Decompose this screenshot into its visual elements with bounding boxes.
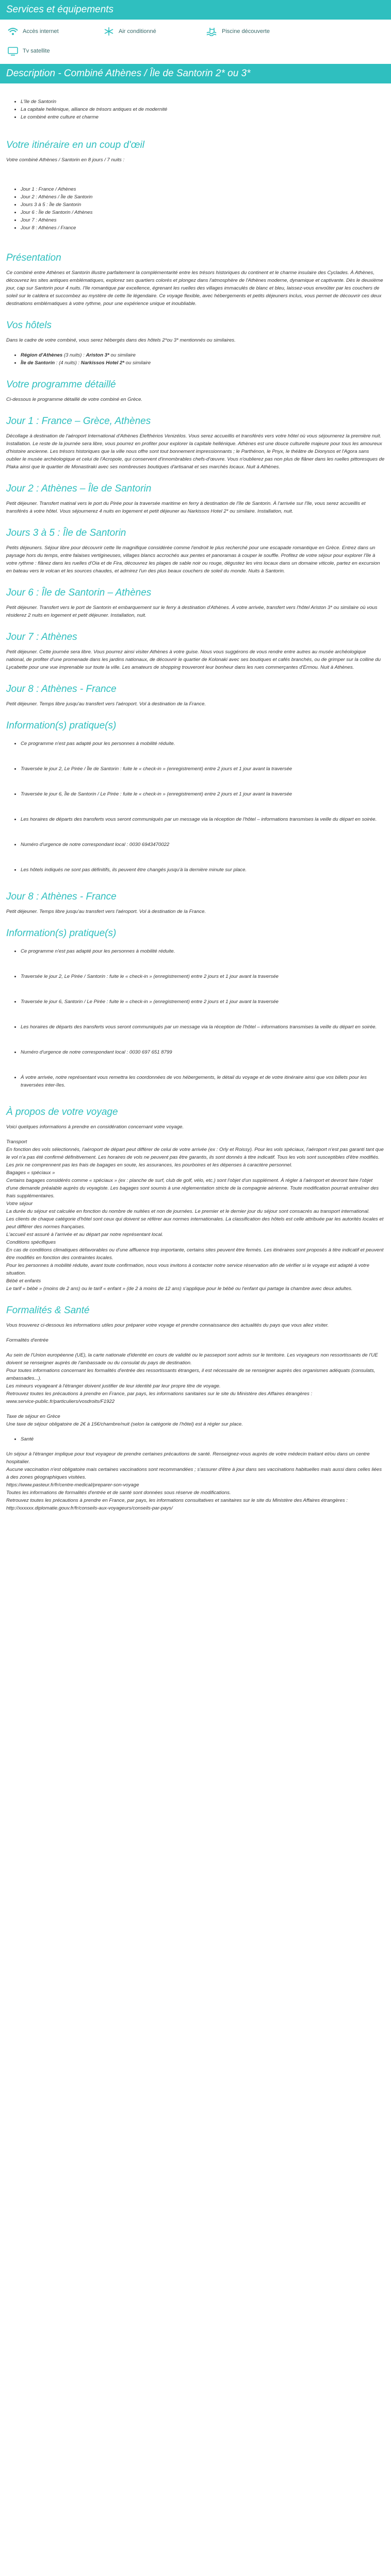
list-item: • Traversée le jour 6, Île de Santorin / Le Pirée : fuite le « check-in » (enregistrement) entre 2 jours et 1 jour avant la traversée (21, 790, 385, 798)
practical-info-title: Information(s) pratique(s) (6, 720, 117, 731)
tv-icon (7, 46, 19, 56)
day-1 (6, 416, 385, 471)
program-intro: Ci-dessous le programme détaillé de votre combiné en Grèce. (6, 397, 142, 402)
list-item: • À votre arrivée, notre représentant vous remettra les coordonnées de vos hébergements, le détail du voyage et de votre itinéraire ainsi que vos billets pour les traversées inter-îles. (21, 1074, 385, 1089)
list-item: • Santé (21, 1435, 385, 1443)
description-section (6, 98, 385, 121)
about-paragraph: Certains bagages considérés comme « spéciaux » (ex : planche de surf, club de golf, vélo, etc.) sont l'objet d'un supplément. À régler à l'aéroport et devront faire l'objet d'une demande préalable auprès du voyagiste. Les bagages sont soumis à une réglementation stricte de la compagnie aérienne. Toute modification pourrait entraîner des frais supplémentaires. (6, 1178, 379, 1199)
description-band: Description - Combiné Athènes / Île de Santorin 2* ou 3* (0, 64, 391, 83)
health-paragraph: Au sein de l'Union européenne (UE), la carte nationale d'identité en cours de validité ou le passeport sont admis sur le territoire. Les voyageurs non ressortissants de l'UE doivent se renseigner auprès de l'ambassade ou du consulat du pays de destination. (6, 1352, 378, 1366)
health-paragraph: Vous trouverez ci-dessous les informations utiles pour préparer votre voyage et prendre connaissance des actualités du pays que vous allez visiter. (6, 1323, 329, 1328)
practical-info-list (6, 947, 385, 1089)
practical-info-1 (6, 720, 385, 874)
pool-icon (206, 27, 218, 36)
health-link[interactable]: www.service-public.fr/particuliers/vosdroits/F1922 (6, 1399, 115, 1404)
health-link[interactable]: http://xxxxxx.diplomatie.gouv.fr/fr/conseils-aux-voyageurs/conseils-par-pays/ (6, 1505, 173, 1511)
hotel-suffix: ou similaire (109, 352, 136, 358)
service-pool (206, 27, 270, 36)
list-item: • Ce programme n'est pas adapté pour les personnes à mobilité réduite. (21, 947, 385, 955)
service-label: Tv satellite (23, 48, 50, 54)
services-list (0, 20, 391, 64)
itinerary-days (6, 185, 385, 232)
list-item: • Le combiné entre culture et charme (21, 113, 385, 121)
list-item: • La capitale hellénique, alliance de trésors antiques et de modernité (21, 106, 385, 113)
about-title: À propos de votre voyage (6, 1107, 118, 1117)
day-3-5 (6, 528, 385, 575)
list-item: • Les horaires de départs des transferts vous seront communiqués par un message via la réception de l'hôtel – informations transmises la veille du départ en soirée. (21, 816, 385, 823)
health-paragraph: Les mineurs voyageant à l'étranger doivent justifier de leur identité par leur propre titre de voyage. (6, 1383, 221, 1389)
health-title: Formalités & Santé (6, 1305, 90, 1316)
hotels-title: Vos hôtels (6, 320, 52, 331)
hotel-name: Ariston 3* (86, 352, 109, 358)
about-paragraph: Bagages « spéciaux » (6, 1170, 55, 1176)
list-item: • Numéro d'urgence de notre correspondant local : 0030 6943470022 (21, 841, 385, 849)
day-text: Petits déjeuners. Séjour libre pour découvrir cette île magnifique considérée comme l'endroit le plus recherché pour une escapade romantique en Grèce. Entrez dans un paysage hors du temps, entre falaises vertigineuses, villages blancs accrochés aux pentes et panoramas à couper le souffle. Profitez de votre séjour pour explorer l'île à votre rythme : flânez dans les ruelles d'Oia et de Fira, découvrez les plages de sable noir ou rouge, dégustez les vins locaux dans un domaine viticole, partez en excursion en bateau vers le volcan et les sources chaudes, et admirez l'un des plus beaux couchers de soleil du monde. Nuits à Santorin. (6, 545, 380, 574)
about-paragraph: En fonction des vols sélectionnés, l'aéroport de départ peut différer de celui de votre arrivée (ex : Orly et Roissy). Pour les vols spéciaux, l'aéroport n'est pas garanti tant que le vol n'a pas été confirmé définitivement. Les horaires de vols ne peuvent pas être garantis, ils sont donnés à titre indicatif. Tous les vols sont susceptibles d'être modifiés. (6, 1147, 384, 1160)
health-paragraph: Un séjour à l'étranger implique pour tout voyageur de prendre certaines précautions de santé. Renseignez-vous auprès de votre médecin traitant et/ou dans un centre hospitalier. (6, 1451, 370, 1465)
list-item: • L'île de Santorin (21, 98, 385, 106)
day-text: Petit déjeuner. Temps libre jusqu'au transfert vers l'aéroport. Vol à destination de la France. (6, 909, 206, 914)
hotel-region: Île de Santorin (21, 360, 55, 366)
day-7 (6, 632, 385, 671)
health-link[interactable]: https://www.pasteur.fr/fr/centre-medical/preparer-son-voyage (6, 1482, 139, 1488)
itinerary-intro: Votre combiné Athènes / Santorin en 8 jours / 7 nuits : (6, 157, 125, 163)
health-paragraph: Formalités d'entrée (6, 1337, 48, 1343)
health-paragraph: Aucune vaccination n'est obligatoire mais certaines vaccinations sont recommandées ; s'assurer d'être à jour dans ses vaccinations habituelles mais aussi dans celles liées à des zones géographiques visitées. (6, 1467, 382, 1480)
list-item: • Jour 6 : Île de Santorin / Athènes (21, 209, 385, 216)
day-title: Jour 8 : Athènes - France (6, 684, 117, 694)
health-paragraph: Retrouvez toutes les précautions à prendre en France, par pays, les informations sanitaires sur le site du Ministère des Affaires étrangères : (6, 1391, 313, 1397)
day-title: Jour 1 : France – Grèce, Athènes (6, 416, 151, 427)
day-title: Jours 3 à 5 : Île de Santorin (6, 528, 126, 538)
practical-info-list (6, 740, 385, 874)
list-item: • Traversée le jour 6, Santorin / Le Pirée : fuite le « check-in » (enregistrement) entre 2 jours et 1 jour avant la traversée (21, 998, 385, 1006)
list-item: • Jour 7 : Athènes (21, 216, 385, 224)
list-item: • Traversée le jour 2, Le Pirée / Santorin : fuite le « check-in » (enregistrement) entre 2 jours et 1 jour avant la traversée (21, 973, 385, 980)
about-paragraph: En cas de conditions climatiques défavorables ou d'une affluence trop importante, certains sites peuvent être fermés. Les itinéraires sont proposés à titre indicatif et peuvent être modifiés en fonction des contraintes locales. (6, 1247, 384, 1261)
snowflake-icon (103, 27, 115, 36)
service-label: Accès internet (23, 28, 59, 35)
hotels-section (6, 320, 385, 367)
about-paragraph: Les clients de chaque catégorie d'hôtel sont ceux qui doivent se référer aux normes internationales. La classification des hôtels est celle attribuée par les autorités locales et peut différer des normes françaises. (6, 1216, 384, 1230)
about-paragraph: Voici quelques informations à prendre en considération concernant votre voyage. (6, 1124, 184, 1130)
service-tv (7, 46, 50, 56)
about-paragraph: Conditions spécifiques (6, 1240, 56, 1245)
about-paragraph: Le tarif « bébé » (moins de 2 ans) ou le tarif « enfant » (de 2 à moins de 12 ans) s'applique pour le bébé ou l'enfant qui partage la chambre avec deux adultes. (6, 1286, 353, 1292)
list-item: • Les hôtels indiqués ne sont pas définitifs, ils peuvent être changés jusqu'à la dernière minute sur place. (21, 866, 385, 874)
health-paragraph: Retrouvez toutes les précautions à prendre en France, par pays, les informations consultatives et sanitaires sur le site du Ministère des Affaires étrangères : (6, 1498, 348, 1503)
health-paragraph: Pour toutes informations concernant les formalités d'entrée des ressortissants étrangers, il est nécessaire de se renseigner auprès des organismes adéquats (consulats, ambassades...). (6, 1368, 376, 1381)
about-paragraph: Les prix ne comprennent pas les frais de bagages en soute, les assurances, les pourboires et les dépenses à caractère personnel. (6, 1162, 292, 1168)
day-2 (6, 483, 385, 515)
hotel-region: Région d'Athènes (21, 352, 63, 358)
service-internet (7, 27, 59, 36)
list-item: • Jour 1 : France / Athènes (21, 185, 385, 193)
program-title: Votre programme détaillé (6, 379, 116, 390)
hotel-suffix: ou similaire (124, 360, 151, 366)
about-paragraph: Votre séjour (6, 1201, 33, 1207)
day-8 (6, 684, 385, 708)
health-paragraph: Toutes les informations de formalités d'entrée et de santé sont données sous réserve de modifications. (6, 1490, 231, 1496)
service-label: Air conditionné (119, 28, 156, 35)
list-item: • Les horaires de départs des transferts vous seront communiqués par un message via la réception de l'hôtel – informations transmises la veille du départ en soirée. (21, 1023, 385, 1031)
hotels-list (6, 351, 385, 367)
hotel-nights: : (4 nuits) : (55, 360, 81, 366)
day-text: Petit déjeuner. Temps libre jusqu'au transfert vers l'aéroport. Vol à destination de la France. (6, 701, 206, 707)
day-title: Jour 6 : Île de Santorin – Athènes (6, 587, 152, 598)
program-section (6, 379, 385, 403)
practical-info-title: Information(s) pratique(s) (6, 928, 117, 939)
health-paragraph: Taxe de séjour en Grèce (6, 1414, 60, 1419)
day-text: Petit déjeuner. Transfert matinal vers le port du Pirée pour la traversée maritime en ferry à destination de l'île de Santorin. À l'arrivée sur l'île, vous serez accueillis et transférés à votre hôtel. Vous séjournerez 4 nuits en logement et petit déjeuner au Narkissos Hotel 2* ou similaire. Installation, nuit. (6, 501, 366, 514)
about-paragraph: L'accueil est assuré à l'arrivée et au départ par notre représentant local. (6, 1232, 164, 1238)
day-title: Jour 7 : Athènes (6, 632, 77, 642)
day-8-repeat (6, 891, 385, 916)
list-item: • Traversée le jour 2, Le Pirée / Île de Santorin : fuite le « check-in » (enregistrement) entre 2 jours et 1 jour avant la traversée (21, 765, 385, 773)
about-paragraph: Bébé et enfants (6, 1278, 41, 1284)
wifi-icon (7, 27, 19, 36)
list-item: • Ce programme n'est pas adapté pour les personnes à mobilité réduite. (21, 740, 385, 748)
about-paragraph: Pour les personnes à mobilité réduite, avant toute confirmation, nous vous invitons à contacter notre service réservation afin de vérifier si le voyage est adapté à votre situation. (6, 1263, 369, 1276)
presentation-text: Ce combiné entre Athènes et Santorin illustre parfaitement la complémentarité entre les trésors historiques du continent et le charme insulaire des Cyclades. À Athènes, découvrez les sites antiques emblématiques, explorez ses quartiers colorés et plongez dans l'atmosphère de l'Athènes moderne, dynamique et captivante. Dès le deuxième jour, cap sur Santorin pour 4 nuits. l'île romantique par excellence, égrenant les ruelles des villages immaculés de blanc et bleu, laissez-vous envoûter par les couchers de soleil sur le caldera et succombez au mystère de cette île légendaire. Ce voyage flexible, avec hébergements et petits déjeuners inclus, vous permet de découvrir ces deux destinations emblématiques à votre rythme, pour une expérience unique et inoubliable. (6, 270, 383, 307)
hotel-nights: (3 nuits) : (62, 352, 86, 358)
hotel-name: Narkissos Hotel 2* (80, 360, 125, 366)
about-paragraph: Transport (6, 1139, 27, 1145)
day-text: Petit déjeuner. Transfert vers le port de Santorin et embarquement sur le ferry à destination d'Athènes. À votre arrivée, transfert vers l'hôtel Ariston 3* ou similaire où vous résiderez 2 nuits en logement et petit déjeuner. Installation, nuit. (6, 605, 378, 618)
description-bullets (6, 98, 385, 121)
list-item: • Numéro d'urgence de notre correspondant local : 0030 697 651 8799 (21, 1048, 385, 1056)
day-6 (6, 587, 385, 619)
presentation-title: Présentation (6, 252, 61, 263)
practical-info-2 (6, 928, 385, 1089)
service-label: Piscine découverte (222, 28, 270, 35)
itinerary-section (6, 140, 385, 232)
service-aircon (103, 27, 156, 36)
itinerary-title: Votre itinéraire en un coup d'œil (6, 140, 145, 150)
about-paragraph: La durée du séjour est calculée en fonction du nombre de nuitées et non de journées. Le premier et le dernier jour du séjour sont consacrés au transport international. (6, 1209, 370, 1214)
day-title: Jour 8 : Athènes - France (6, 891, 117, 902)
health-bullets (6, 1435, 385, 1443)
list-item: • Jour 8 : Athènes / France (21, 224, 385, 232)
list-item: • Jours 3 à 5 : Île de Santorin (21, 201, 385, 209)
health-paragraph: Une taxe de séjour obligatoire de 2€ à 15€/chambre/nuit (selon la catégorie de l'hôtel) est à régler sur place. (6, 1421, 243, 1427)
services-band: Services et équipements (0, 0, 391, 20)
about-section (6, 1107, 385, 1293)
day-text: Petit déjeuner. Cette journée sera libre. Vous pourrez ainsi visiter Athènes à votre guise. Nous vous suggérons de vous rendre entre autres au musée archéologique national, de profiter d'une promenade dans les jardins nationaux, de découvrir le quartier de Kolonaki avec ses boutiques et cafés branchés, ou de grimper sur la colline du Lycabette pour une vue imprenable sur toute la ville. Les amateurs de shopping trouveront leur bonheur dans les rues commerçantes d'Ermou. Nuit à Athènes. (6, 649, 381, 670)
hotels-intro: Dans le cadre de votre combiné, vous serez hébergés dans des hôtels 2*ou 3* mentionnés ou similaires. (6, 337, 236, 343)
list-item: • Jour 2 : Athènes / Île de Santorin (21, 193, 385, 201)
day-text: Décollage à destination de l'aéroport International d'Athènes Elefthérios Venizélos. Vous serez accueillis et transférés vers votre hôtel où vous séjournerez la première nuit. Installation. Le reste de la journée sera libre, vous pourrez en profiter pour explorer la capitale hellénique. Athènes est une douce culturelle majeure pour tous les amoureux d'histoire ancienne. Les trésors historiques que la ville nous offre sont tout bonnement impressionnants ; le Parthénon, le Pnyx, le théâtre de Dionysos et l'Agora sans oublier le musée archéologique et celui de l'Acropole, qui conservent d'innombrables chefs-d'œuvre. Vous n'oublierez pas non plus de flâner dans les ruelles pittoresques de Plaka ainsi que le quartier de Monastiraki avec ses nombreuses boutiques d'artisanat et ses marchés locaux. Nuit à Athènes. (6, 433, 385, 470)
day-title: Jour 2 : Athènes – Île de Santorin (6, 483, 152, 494)
list-item (21, 359, 385, 367)
presentation-section (6, 252, 385, 308)
health-section (6, 1305, 385, 1512)
list-item (21, 351, 385, 359)
